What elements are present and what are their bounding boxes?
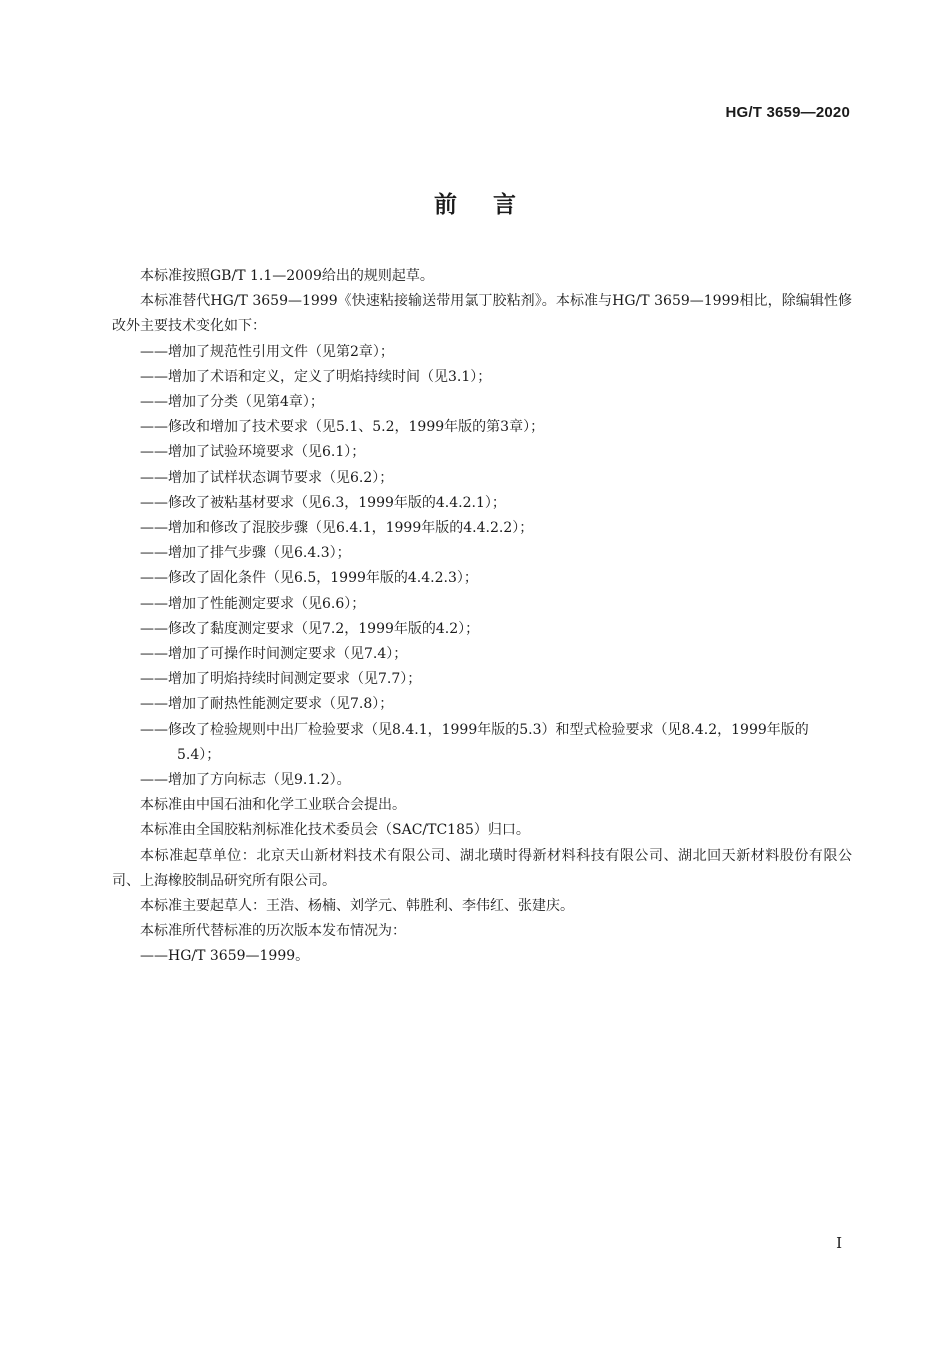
history-item: ——HG/T 3659—1999。 bbox=[140, 948, 310, 965]
change-item: ——增加了术语和定义，定义了明焰持续时间（见3.1）； bbox=[140, 368, 492, 385]
change-item: ——增加了明焰持续时间测定要求（见7.7）； bbox=[140, 671, 422, 688]
change-item: ——修改了检验规则中出厂检验要求（见8.4.1，1999年版的5.3）和型式检验要求（见8.4.2，1999年版的5.4）； bbox=[140, 721, 809, 763]
change-item: ——增加了耐热性能测定要求（见7.8）； bbox=[140, 696, 394, 713]
change-item: ——修改了被粘基材要求（见6.3，1999年版的4.4.2.1）； bbox=[140, 494, 506, 511]
change-item: ——增加了试验环境要求（见6.1）； bbox=[140, 444, 366, 461]
change-item: ——增加了可操作时间测定要求（见7.4）； bbox=[140, 646, 408, 663]
change-item: ——增加了分类（见第4章）； bbox=[140, 394, 324, 411]
standard-code: HG/T 3659—2020 bbox=[725, 104, 850, 121]
page-title: 前言 bbox=[434, 192, 552, 218]
paragraph-proposer: 本标准由中国石油和化学工业联合会提出。 bbox=[140, 797, 406, 814]
foreword-body bbox=[112, 264, 852, 970]
paragraph-drafting-rule: 本标准按照GB/T 1.1—2009给出的规则起草。 bbox=[140, 268, 434, 284]
change-item: ——增加和修改了混胶步骤（见6.4.1，1999年版的4.4.2.2）； bbox=[140, 520, 534, 537]
paragraph-drafters: 本标准主要起草人：王浩、杨楠、刘学元、韩胜利、李伟红、张建庆。 bbox=[140, 898, 574, 915]
change-item: ——修改和增加了技术要求（见5.1、5.2，1999年版的第3章）； bbox=[140, 419, 545, 436]
change-item: ——增加了性能测定要求（见6.6）； bbox=[140, 595, 366, 612]
change-item: ——修改了固化条件（见6.5，1999年版的4.4.2.3）； bbox=[140, 570, 478, 587]
paragraph-drafting-units: 本标准起草单位：北京天山新材料技术有限公司、湖北璜时得新材料科技有限公司、湖北回天新材料股份有限公司、上海橡胶制品研究所有限公司。 bbox=[112, 847, 852, 889]
change-item: ——增加了试样状态调节要求（见6.2）； bbox=[140, 469, 394, 486]
change-item: ——修改了黏度测定要求（见7.2，1999年版的4.2）； bbox=[140, 620, 480, 637]
page-number: I bbox=[836, 1234, 842, 1252]
paragraph-history-intro: 本标准所代替标准的历次版本发布情况为： bbox=[140, 923, 406, 940]
change-item: ——增加了规范性引用文件（见第2章）； bbox=[140, 343, 394, 360]
paragraph-committee: 本标准由全国胶粘剂标准化技术委员会（SAC/TC185）归口。 bbox=[140, 822, 530, 839]
change-item: ——增加了排气步骤（见6.4.3）； bbox=[140, 545, 351, 562]
paragraph-replacement: 本标准替代HG/T 3659—1999《快速粘接输送带用氯丁胶粘剂》。本标准与HG/T 3659—1999相比，除编辑性修改外主要技术变化如下： bbox=[112, 293, 852, 335]
change-item: ——增加了方向标志（见9.1.2）。 bbox=[140, 772, 351, 789]
